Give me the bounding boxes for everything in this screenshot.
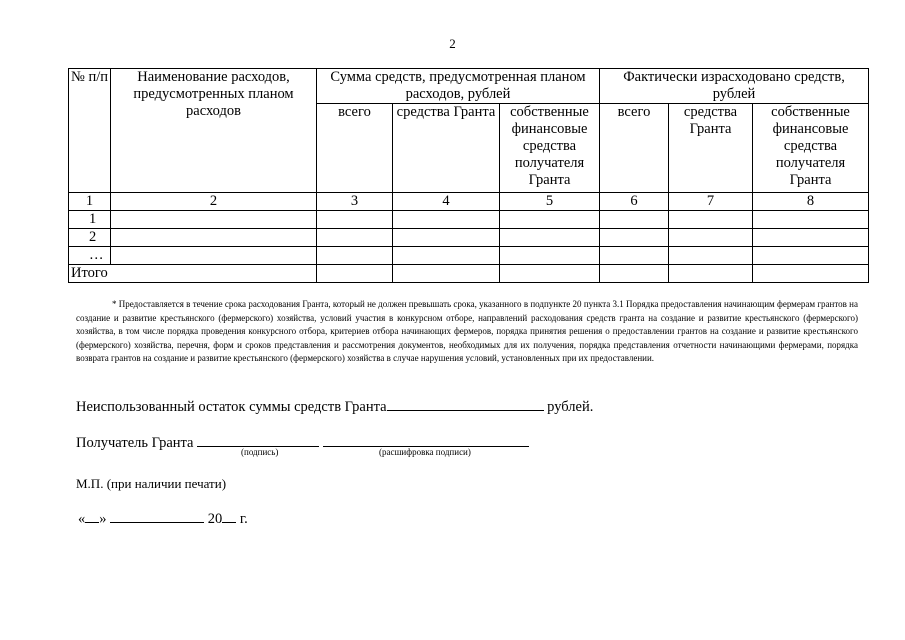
day-field[interactable] (85, 508, 99, 523)
table-cell[interactable] (669, 211, 753, 229)
total-label: Итого (69, 265, 317, 283)
table-cell[interactable] (600, 265, 669, 283)
remainder-unit: рублей. (547, 399, 594, 415)
table-row (69, 247, 869, 265)
table-cell[interactable] (753, 229, 869, 247)
remainder-label: Неиспользованный остаток суммы средств Гранта (76, 399, 387, 415)
table-cell[interactable] (500, 211, 600, 229)
date-open-quote: « (78, 511, 86, 527)
row-number: 2 (69, 229, 111, 247)
table-cell[interactable] (669, 265, 753, 283)
month-field[interactable] (110, 508, 204, 523)
column-number: 4 (393, 193, 500, 211)
table-cell[interactable] (393, 229, 500, 247)
table-cell[interactable] (111, 229, 317, 247)
year-field[interactable] (222, 508, 236, 523)
table-cell[interactable] (753, 247, 869, 265)
table-row (69, 211, 869, 229)
recipient-label: Получатель Гранта (76, 435, 194, 451)
year-suffix: г. (239, 511, 248, 527)
date-line (78, 508, 248, 528)
table-cell[interactable] (669, 247, 753, 265)
table-cell[interactable] (600, 229, 669, 247)
table-row (69, 229, 869, 247)
decoding-caption: (расшифровка подписи) (379, 447, 471, 457)
column-number: 5 (500, 193, 600, 211)
row-number: 1 (69, 211, 111, 229)
table-cell[interactable] (317, 265, 393, 283)
column-number: 2 (111, 193, 317, 211)
total-row (69, 265, 869, 283)
header-fact-total: всего (600, 104, 669, 193)
signature-decoding-field[interactable] (323, 432, 529, 447)
table-cell[interactable] (111, 247, 317, 265)
remainder-line (76, 396, 593, 416)
column-numbers-row (69, 193, 869, 211)
header-fact-grant: средства Гранта (669, 104, 753, 193)
column-number: 7 (669, 193, 753, 211)
header-num: № п/п (69, 69, 111, 193)
expense-report-table (68, 68, 869, 283)
column-number: 1 (69, 193, 111, 211)
table-cell[interactable] (753, 265, 869, 283)
table-cell[interactable] (600, 211, 669, 229)
header-plan-own: собственные финансовые средства получателя Гранта (500, 104, 600, 193)
header-plan-grant: средства Гранта (393, 104, 500, 193)
table-cell[interactable] (600, 247, 669, 265)
year-prefix: 20 (207, 511, 223, 527)
table-cell[interactable] (500, 229, 600, 247)
table-cell[interactable] (393, 265, 500, 283)
table-cell[interactable] (669, 229, 753, 247)
table-cell[interactable] (111, 211, 317, 229)
header-fact-own: собственные финансовые средства получателя Гранта (753, 104, 869, 193)
table-cell[interactable] (393, 247, 500, 265)
table-cell[interactable] (500, 265, 600, 283)
table-cell[interactable] (393, 211, 500, 229)
table-cell[interactable] (317, 229, 393, 247)
column-number: 3 (317, 193, 393, 211)
signature-field[interactable] (197, 432, 319, 447)
column-number: 8 (753, 193, 869, 211)
row-number: … (69, 247, 111, 265)
footnote (76, 298, 858, 366)
header-planned-sum: Сумма средств, предусмотренная планом расходов, рублей (317, 69, 600, 104)
signature-caption: (подпись) (241, 447, 279, 457)
page-number: 2 (449, 36, 456, 51)
table-cell[interactable] (500, 247, 600, 265)
date-close-quote: » (99, 511, 107, 527)
table-cell[interactable] (753, 211, 869, 229)
table-cell[interactable] (317, 247, 393, 265)
header-expense-name: Наименование расходов, предусмотренных планом расходов (111, 69, 317, 193)
column-number: 6 (600, 193, 669, 211)
header-plan-total: всего (317, 104, 393, 193)
stamp-note: М.П. (при наличии печати) (76, 476, 227, 491)
remainder-amount-field[interactable] (387, 396, 544, 411)
table-cell[interactable] (317, 211, 393, 229)
footnote-text: * Предоставляется в течение срока расходования Гранта, который не должен превышать срока, указанного в подпункте 20 пункта 3.1 Порядка предоставления начинающим фермерам грантов на создание и развитие крестьянского (фермерского) хозяйства, условий участия в конкурсном отборе, направлений расходования средств гранта на создание и развитие крестьянского (фермерского) хозяйства, в том числе порядка проведения конкурсного отбора, критериев отбора начинающих фермеров, порядка принятия решения о предоставлении грантов на создание и развитие крестьянского (фермерского) хозяйства, перечня, форм и сроков представления и рассмотрения документов, необходимых для их получения, порядка представления отчетности начинающими фермерами, порядка возврата грантов на создание и развитие крестьянского (фермерского) хозяйства в случае нарушения условий, установленных при их предоставлении. (76, 299, 858, 364)
header-actual-spent: Фактически израсходовано средств, рублей (600, 69, 869, 104)
